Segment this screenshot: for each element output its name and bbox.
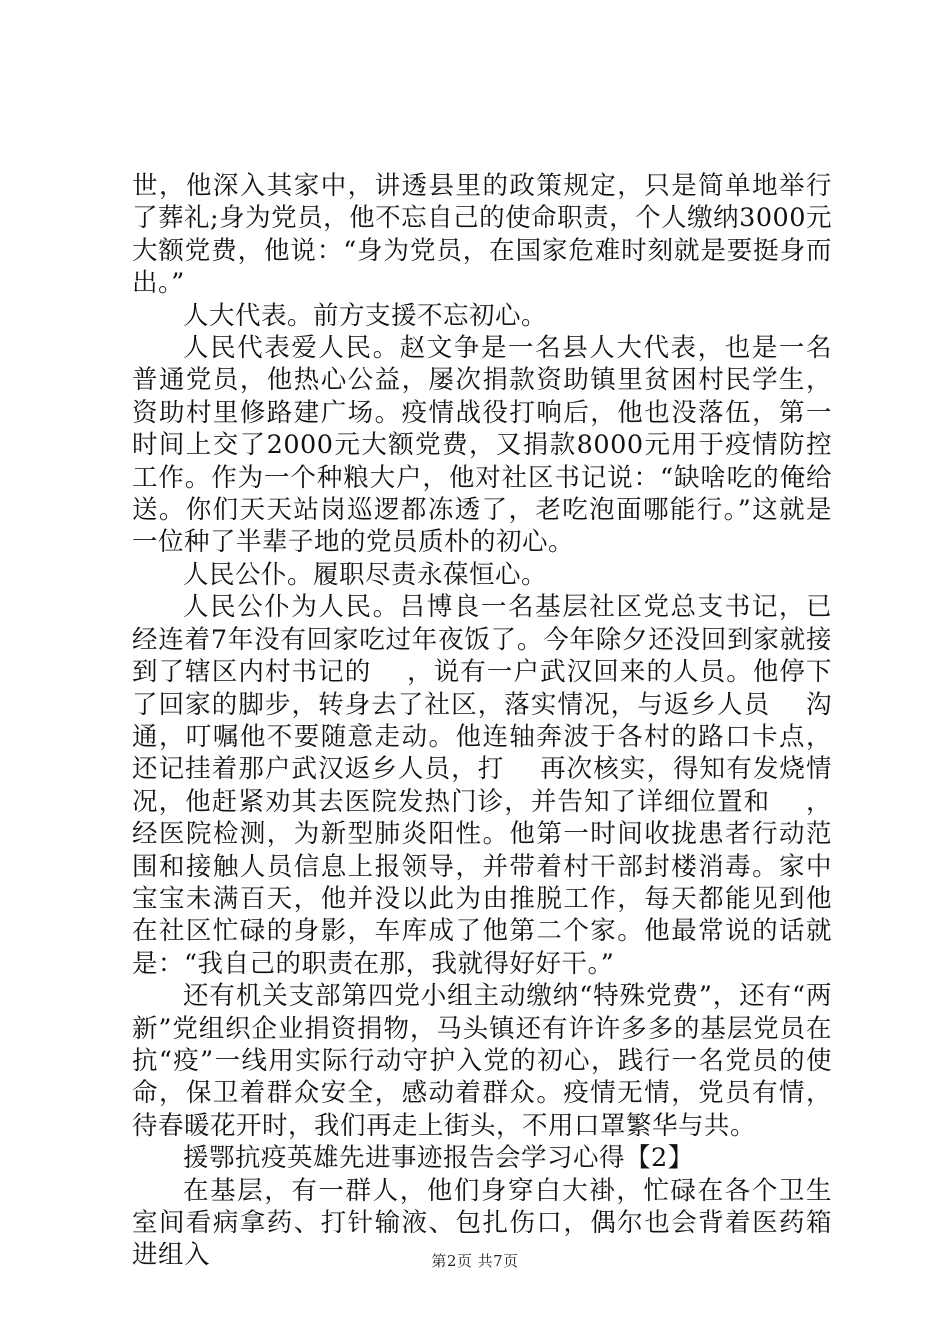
paragraph-continuation: 世，他深入其家中，讲透县里的政策规定，只是简单地举行了葬礼;身为党员，他不忘自己的使命职责，个人缴纳3000元大额党费，他说：“身为党员，在国家危难时刻就是要挺身而出。” [132, 171, 832, 299]
paragraph-npc-deputy: 人民代表爱人民。赵文争是一名县人大代表，也是一名普通党员，他热心公益，屡次捐款资助镇里贫困村民学生，资助村里修路建广场。疫情战役打响后，他也没落伍，第一时间上交了2000元大额党费，又捐款8000元用于疫情防控工作。作为一个种粮大户，他对社区书记说：“缺啥吃的俺给送。你们天天站岗巡逻都冻透了，老吃泡面哪能行。”这就是一位种了半辈子地的党员质朴的初心。 [132, 333, 832, 558]
article-title-2: 援鄂抗疫英雄先进事迹报告会学习心得【2】 [183, 1143, 694, 1174]
document-body [132, 170, 832, 1272]
section-heading-npc-deputy: 人大代表。前方支援不忘初心。 [183, 300, 548, 331]
page-footer: 第2页 共7页 [431, 1252, 519, 1270]
paragraph-summary: 还有机关支部第四党小组主动缴纳“特殊党费”，还有“两新”党组织企业捐资捐物，马头镇还有许许多多的基层党员在抗“疫”一线用实际行动守护入党的初心，践行一名党员的使命，保卫着群众安全，感动着群众。疫情无情，党员有情，待春暖花开时，我们再走上街头，不用口罩繁华与共。 [132, 981, 832, 1141]
section-heading-public-servant: 人民公仆。履职尽责永葆恒心。 [183, 559, 548, 590]
paragraph-public-servant: 人民公仆为人民。吕博良一名基层社区党总支书记，已经连着7年没有回家吃过年夜饭了。今年除夕还没回到家就接到了辖区内村书记的 ，说有一户武汉回来的人员。他停下了回家的脚步，转身去了社区，落实情况，与返乡人员 沟通，叮嘱他不要随意走动。他连轴奔波于各村的路口卡点，还记挂着那户武汉返乡人员，打 再次核实，得知有发烧情况，他赶紧劝其去医院发热门诊，并告知了详细位置和 ，经医院检测，为新型肺炎阳性。他第一时间收拢患者行动范围和接触人员信息上报领导，并带着村干部封楼消毒。家中宝宝未满百天，他并没以此为由推脱工作，每天都能见到他在社区忙碌的身影，车库成了他第二个家。他最常说的话就是：“我自己的职责在那，我就得好好干。” [132, 592, 832, 979]
paragraph-grassroots: 在基层，有一群人，他们身穿白大褂，忙碌在各个卫生室间看病拿药、打针输液、包扎伤口，偶尔也会背着医药箱进组入 [132, 1175, 832, 1271]
